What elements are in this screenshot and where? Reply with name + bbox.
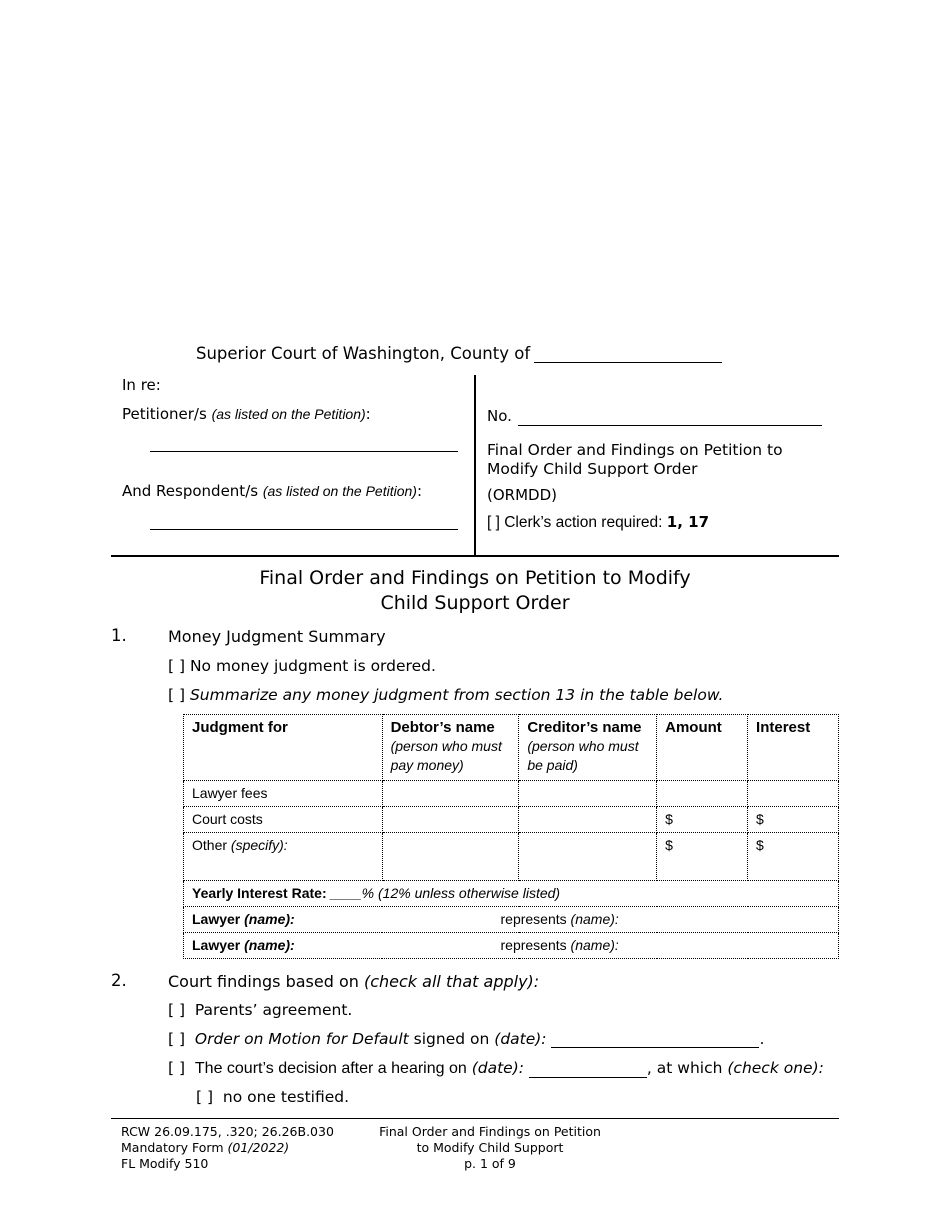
represents-text: represents — [500, 937, 567, 953]
respondent-name-field[interactable] — [150, 529, 458, 530]
period: . — [759, 1030, 765, 1048]
court-costs-debtor-cell[interactable] — [382, 807, 519, 833]
respondent-note: (as listed on the Petition) — [262, 483, 417, 499]
table-header-row — [184, 715, 839, 781]
parents-agreement-text: Parents’ agreement. — [194, 1001, 353, 1019]
petitioner-name-field[interactable] — [150, 451, 458, 452]
represents-label — [501, 910, 619, 929]
footer-rcw: RCW 26.09.175, .320; 26.26B.030 — [121, 1124, 334, 1139]
row-other-label — [184, 833, 383, 881]
parents-agreement-option[interactable] — [168, 1001, 352, 1019]
table-row — [184, 833, 839, 881]
respondent-label: And Respondent/s (as listed on the Petition): — [122, 482, 422, 500]
header-debtor-note: (person who must pay money) — [390, 738, 502, 773]
lawyer-label: Lawyer — [192, 911, 241, 927]
other-interest-cell[interactable] — [748, 833, 839, 881]
header-judgment-for — [184, 715, 383, 781]
lawyer-fees-amount-cell[interactable] — [657, 781, 748, 807]
doc-title: Final Order and Findings on Petition to Modify Child Support Order — [487, 441, 783, 478]
court-costs-interest-cell[interactable] — [748, 807, 839, 833]
lawyer-fees-creditor-cell[interactable] — [519, 781, 657, 807]
caption-bottom-rule — [111, 555, 839, 557]
in-re-label: In re: — [122, 376, 161, 394]
header-debtor — [382, 715, 519, 781]
petitioner-label: Petitioner/s (as listed on the Petition): — [122, 405, 371, 423]
section1-number: 1. — [111, 626, 127, 645]
header-interest-text: Interest — [756, 719, 811, 736]
footer-mandatory-text: Mandatory Form — [121, 1140, 224, 1155]
caption-divider — [474, 375, 476, 556]
represents-name-note: (name): — [570, 937, 619, 953]
header-creditor-note: (person who must be paid) — [527, 738, 639, 773]
clerk-sections: 1, 17 — [666, 513, 710, 531]
default-date-note: (date): — [494, 1030, 547, 1048]
header-creditor-text: Creditor’s name — [527, 719, 642, 736]
hearing-text: The court’s decision after a hearing on — [194, 1060, 467, 1077]
respondent-label-text: And Respondent/s — [122, 482, 259, 500]
footer-mandatory — [121, 1140, 334, 1156]
lawyer-row-1[interactable] — [184, 907, 839, 933]
form-title-line2: Child Support Order — [380, 592, 570, 614]
yearly-interest-rate[interactable] — [184, 881, 839, 907]
dollar-sign: $ — [665, 837, 673, 853]
clerk-action-text: [ ] Clerk’s action required: — [487, 514, 663, 531]
lawyer-row-2[interactable] — [184, 933, 839, 959]
footer-page: p. 1 of 9 — [464, 1156, 516, 1171]
hearing-option[interactable] — [168, 1059, 824, 1078]
lawyer-name-note: (name): — [244, 937, 295, 953]
footer-form-id: FL Modify 510 — [121, 1156, 209, 1171]
hearing-date-note: (date): — [471, 1059, 524, 1077]
case-no-label: No. — [487, 407, 512, 425]
doc-code: (ORMDD) — [487, 486, 557, 504]
footer-center-line2: to Modify Child Support — [416, 1140, 564, 1155]
court-costs-creditor-cell[interactable] — [519, 807, 657, 833]
form-title — [111, 566, 839, 616]
table-row — [184, 807, 839, 833]
no-testimony-checkbox[interactable]: [ ] — [196, 1088, 214, 1106]
row-other-note: (specify): — [230, 837, 288, 853]
dollar-sign: $ — [756, 811, 764, 827]
default-order-option[interactable] — [168, 1030, 764, 1048]
lawyer-name-note: (name): — [244, 911, 295, 927]
footer-rule — [111, 1118, 839, 1119]
table-row — [184, 933, 839, 959]
lawyer-fees-debtor-cell[interactable] — [382, 781, 519, 807]
dollar-sign: $ — [665, 811, 673, 827]
court-title — [196, 344, 722, 363]
clerk-action — [487, 513, 709, 532]
represents-text: represents — [500, 911, 567, 927]
at-which-text: , at which — [646, 1059, 723, 1077]
form-title-line1: Final Order and Findings on Petition to Modify — [259, 567, 691, 589]
yearly-rate-label: Yearly Interest Rate: — [192, 885, 327, 901]
header-creditor — [519, 715, 657, 781]
table-row — [184, 781, 839, 807]
section2-title — [168, 972, 539, 991]
court-title-text: Superior Court of Washington, County of — [196, 344, 531, 363]
footer-form-date: (01/2022) — [227, 1140, 290, 1155]
default-date-field[interactable] — [551, 1030, 759, 1048]
check-one-note: (check one): — [727, 1059, 824, 1077]
other-amount-cell[interactable] — [657, 833, 748, 881]
header-amount — [657, 715, 748, 781]
no-judgment-option[interactable]: [ ] No money judgment is ordered. — [168, 657, 436, 675]
no-testimony-text: no one testified. — [222, 1088, 350, 1106]
other-debtor-cell[interactable] — [382, 833, 519, 881]
represents-label — [501, 936, 619, 955]
petitioner-note: (as listed on the Petition) — [211, 406, 366, 422]
case-number-field[interactable] — [518, 425, 822, 426]
parents-agreement-checkbox[interactable]: [ ] — [168, 1001, 186, 1019]
other-creditor-cell[interactable] — [519, 833, 657, 881]
footer-center — [340, 1124, 640, 1172]
court-costs-amount-cell[interactable] — [657, 807, 748, 833]
petitioner-label-text: Petitioner/s — [122, 405, 207, 423]
header-amount-text: Amount — [665, 719, 722, 736]
table-row — [184, 881, 839, 907]
section2-title-text: Court findings based on — [168, 972, 359, 991]
default-signed-text: signed on — [413, 1030, 490, 1048]
default-order-text: Order on Motion for Default — [194, 1030, 409, 1048]
lawyer-fees-interest-cell[interactable] — [748, 781, 839, 807]
money-judgment-table — [183, 714, 839, 959]
section1-title: Money Judgment Summary — [168, 627, 386, 646]
yearly-rate-text: ____% (12% unless otherwise listed) — [330, 885, 561, 901]
lawyer-label: Lawyer — [192, 937, 241, 953]
hearing-date-field[interactable] — [529, 1060, 647, 1078]
table-row — [184, 907, 839, 933]
header-debtor-text: Debtor’s name — [390, 719, 495, 736]
hearing-checkbox[interactable]: [ ] — [168, 1059, 186, 1077]
header-interest — [748, 715, 839, 781]
summarize-judgment-option[interactable] — [168, 686, 723, 704]
default-order-checkbox[interactable]: [ ] — [168, 1030, 186, 1048]
row-other-text: Other — [192, 837, 228, 853]
footer-left — [121, 1124, 334, 1172]
summarize-checkbox[interactable]: [ ] — [168, 686, 186, 704]
header-judgment-for-text: Judgment for — [192, 719, 288, 736]
section2-number: 2. — [111, 971, 127, 990]
dollar-sign: $ — [756, 837, 764, 853]
summarize-text: Summarize any money judgment from section 13 in the table below. — [189, 686, 724, 704]
section2-title-note: (check all that apply): — [363, 972, 540, 991]
county-field[interactable] — [534, 344, 722, 363]
row-lawyer-fees-label: Lawyer fees — [184, 781, 383, 807]
no-testimony-option[interactable] — [196, 1088, 349, 1106]
represents-name-note: (name): — [570, 911, 619, 927]
footer-center-line1: Final Order and Findings on Petition — [379, 1124, 601, 1139]
row-court-costs-label: Court costs — [184, 807, 383, 833]
